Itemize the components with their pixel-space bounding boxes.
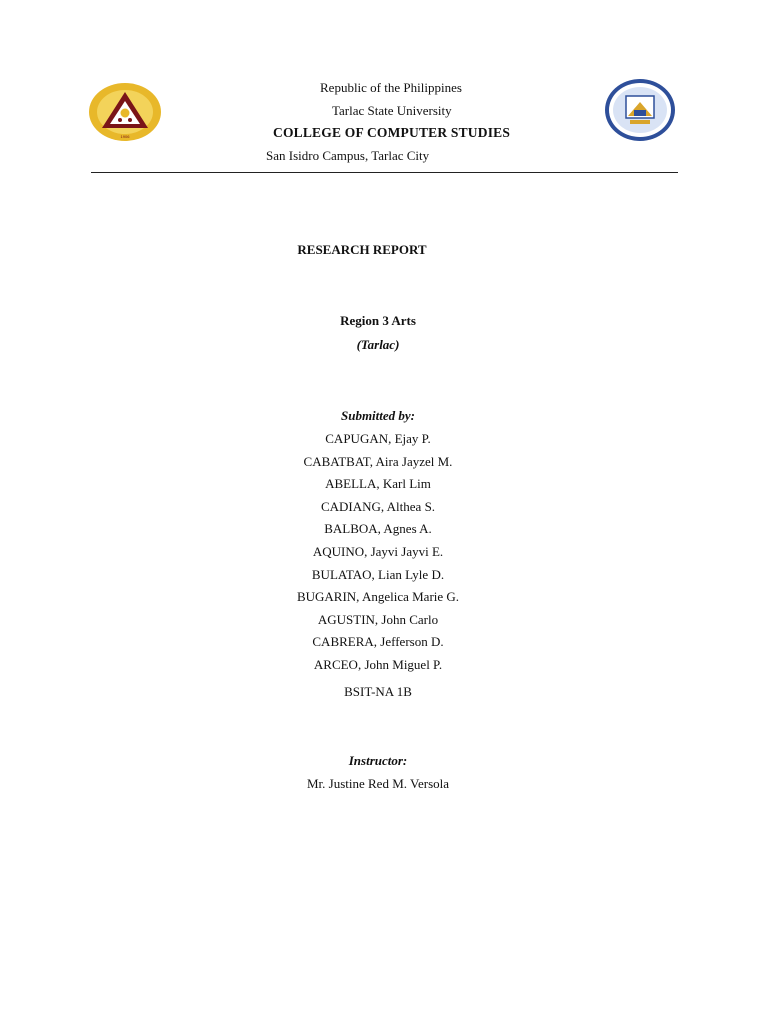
header-republic: Republic of the Philippines — [320, 80, 462, 95]
instructor-label: Instructor: — [348, 753, 408, 768]
header-divider — [91, 172, 678, 173]
tsu-seal-year: 1906 — [120, 134, 130, 139]
member-name: BALBOA, Agnes A. — [324, 521, 432, 537]
members-list — [0, 432, 762, 681]
member-name: AGUSTIN, John Carlo — [317, 611, 439, 627]
member-name: CAPUGAN, Ejay P. — [325, 431, 431, 446]
member-name: ABELLA, Karl Lim — [325, 476, 431, 492]
report-topic: Region 3 Arts — [340, 313, 416, 328]
header-university: Tarlac State University — [332, 103, 452, 118]
tsu-seal-logo — [88, 82, 162, 142]
header-college: COLLEGE OF COMPUTER STUDIES — [273, 125, 511, 140]
report-subtopic: (Tarlac) — [356, 337, 400, 352]
instructor-name: Mr. Justine Red M. Versola — [306, 776, 450, 791]
member-name: AQUINO, Jayvi Jayvi E. — [312, 543, 444, 559]
report-title: RESEARCH REPORT — [297, 242, 427, 257]
member-name: ARCEO, John Miguel P. — [313, 656, 443, 672]
ccs-seal-logo — [604, 78, 676, 142]
member-name: CADIANG, Althea S. — [320, 498, 436, 514]
header-campus: San Isidro Campus, Tarlac City — [266, 148, 430, 163]
member-name: BUGARIN, Angelica Marie G. — [296, 589, 460, 605]
submitted-by-label: Submitted by: — [340, 408, 416, 423]
member-name: CABATBAT, Aira Jayzel M. — [303, 453, 453, 469]
class-section: BSIT-NA 1B — [344, 684, 412, 699]
member-name: BULATAO, Lian Lyle D. — [311, 566, 445, 582]
member-name: CABRERA, Jefferson D. — [312, 634, 444, 650]
